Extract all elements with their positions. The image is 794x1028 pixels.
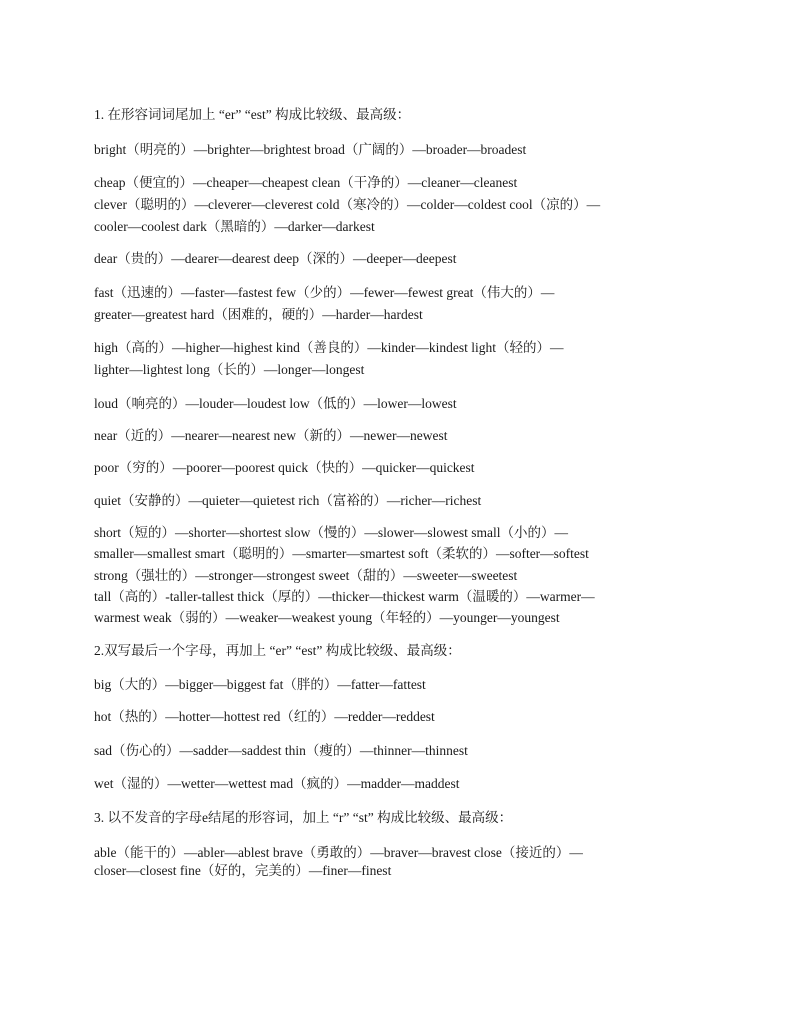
text-line-loud: loud（响亮的）—louder—loudest low（低的）—lower—lowest [94, 396, 457, 411]
text-line-high: high（高的）—higher—highest kind（善良的）—kinder—kindest light（轻的）— [94, 340, 564, 355]
text-line-dear: dear（贵的）—dearer—dearest deep（深的）—deeper—deepest [94, 251, 457, 266]
text-line-warmest: warmest weak（弱的）—weaker—weakest young（年轻的）—younger—youngest [94, 610, 560, 625]
text-line-hot: hot（热的）—hotter—hottest red（红的）—redder—reddest [94, 709, 435, 724]
text-line-tall: tall（高的）-taller-tallest thick（厚的）—thicker—thickest warm（温暖的）—warmer— [94, 589, 595, 604]
text-line-wet: wet（湿的）—wetter—wettest mad（疯的）—madder—maddest [94, 776, 460, 791]
text-line-smaller: smaller—smallest smart（聪明的）—smarter—smartest soft（柔软的）—softer—softest [94, 546, 589, 561]
text-line-big: big（大的）—bigger—biggest fat（胖的）—fatter—fattest [94, 677, 426, 692]
text-line-cheap: cheap（便宜的）—cheaper—cheapest clean（干净的）—cleaner—cleanest [94, 175, 518, 190]
text-line-closer: closer—closest fine（好的，完美的）—finer—finest [94, 863, 392, 878]
text-line-bright: bright（明亮的）—brighter—brightest broad（广阔的）—broader—broadest [94, 142, 527, 157]
section-heading-3: 3. 以不发音的字母e结尾的形容词，加上 “r” “st” 构成比较级、最高级： [94, 810, 513, 825]
text-line-quiet: quiet（安静的）—quieter—quietest rich（富裕的）—richer—richest [94, 493, 482, 508]
text-line-cooler: cooler—coolest dark（黑暗的）—darker—darkest [94, 219, 375, 234]
text-line-near: near（近的）—nearer—nearest new（新的）—newer—newest [94, 428, 448, 443]
text-line-sad: sad（伤心的）—sadder—saddest thin（瘦的）—thinner—thinnest [94, 743, 468, 758]
text-line-poor: poor（穷的）—poorer—poorest quick（快的）—quicker—quickest [94, 460, 475, 475]
section-heading-2: 2.双写最后一个字母，再加上 “er” “est” 构成比较级、最高级： [94, 643, 461, 658]
text-line-strong: strong（强壮的）—stronger—strongest sweet（甜的）—sweeter—sweetest [94, 568, 518, 583]
text-line-greater: greater—greatest hard（困难的，硬的）—harder—hardest [94, 307, 423, 322]
text-line-lighter: lighter—lightest long（长的）—longer—longest [94, 362, 365, 377]
section-heading-1: 1. 在形容词词尾加上 “er” “est” 构成比较级、最高级： [94, 107, 411, 122]
text-line-clever: clever（聪明的）—cleverer—cleverest cold（寒冷的）—colder—coldest cool（凉的）— [94, 197, 601, 212]
text-line-short: short（短的）—shorter—shortest slow（慢的）—slower—slowest small（小的）— [94, 525, 568, 540]
text-line-fast: fast（迅速的）—faster—fastest few（少的）—fewer—fewest great（伟大的）— [94, 285, 555, 300]
text-line-able: able（能干的）—abler—ablest brave（勇敢的）—braver—bravest close（接近的）— [94, 845, 583, 860]
